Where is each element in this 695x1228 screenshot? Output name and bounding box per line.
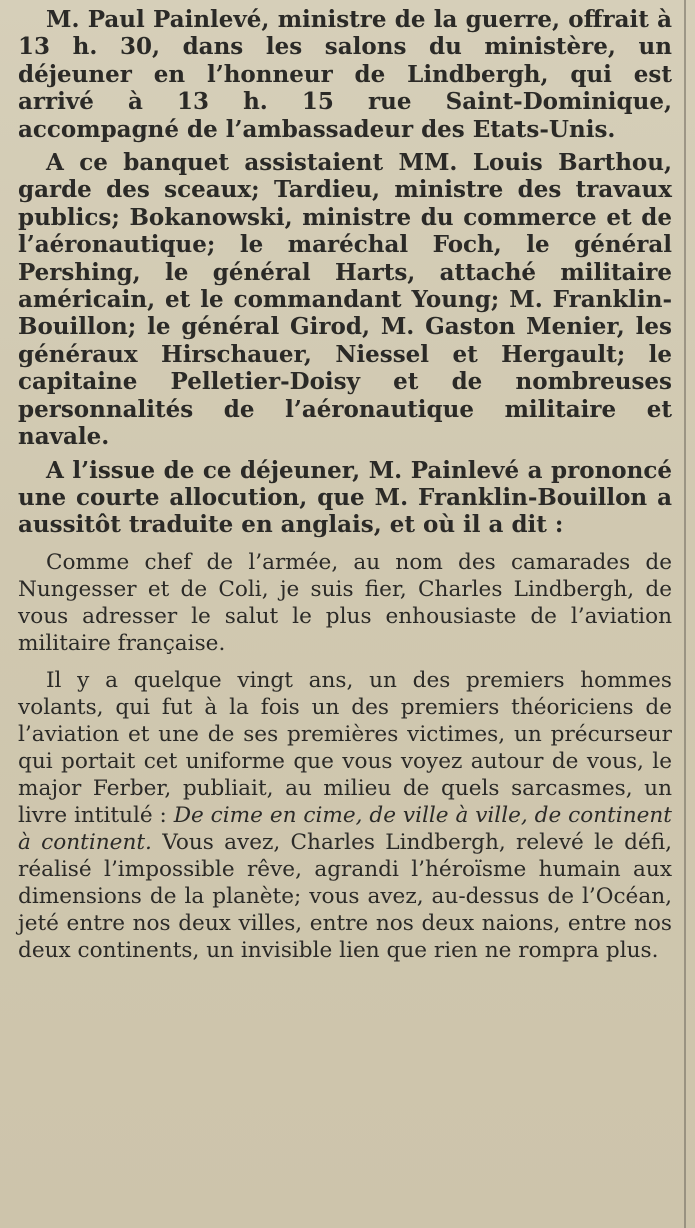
paragraph-2: A ce banquet assistaient MM. Louis Barthou, garde des sceaux; Tardieu, ministre des travaux publics; Bokanowski, ministre du commerce et de l’aéronautique; le maréchal Foch, le général Pershing, le général Harts, attaché militaire américain, et le commandant Young; M. Franklin-Bouillon; le général Girod, M. Gaston Menier, les généraux Hirschauer, Niessel et Hergault; le capitaine Pelletier-Doisy et de nombreuses personnalités de l’aéronautique militaire et navale.	[18, 149, 672, 451]
quote-paragraph-2	[18, 667, 672, 964]
quote-2-end: Vous avez, Charles Lindbergh, relevé le défi, réalisé l’impossible rêve, agrandi l’héroïsme humain aux dimensions de la planète; vous avez, au-dessus de l’Océan, jeté entre nos deux villes, entre nos deux naions, entre nos deux continents, un invisible lien que rien ne rompra plus.	[18, 829, 672, 963]
book-title: De cime en cime, de ville à ville, de continent à continent.	[18, 802, 672, 855]
paragraph-3: A l’issue de ce déjeuner, M. Painlevé a prononcé une courte allocution, que M. Franklin-Bouillon a aussitôt traduite en anglais, et où il a dit :	[18, 456, 672, 539]
quote-2-start: Il y a quelque vingt ans, un des premiers hommes volants, qui fut à la fois un des premiers théoriciens de l’aviation et une de ses premières victimes, un précurseur qui portait cet uniforme que vous voyez autour de vous, le major Ferber, publiait, au milieu de quels sarcasmes, un livre intitulé :	[18, 667, 672, 828]
quote-paragraph-1: Comme chef de l’armée, au nom des camarades de Nungesser et de Coli, je suis fier, Charles Lindbergh, de vous adresser le salut le plus enhousiaste de l’aviation militaire française.	[18, 549, 672, 656]
article-body	[18, 6, 672, 964]
paragraph-1: M. Paul Painlevé, ministre de la guerre, offrait à 13 h. 30, dans les salons du ministère, un déjeuner en l’honneur de Lindbergh, qui est arrivé à 13 h. 15 rue Saint-Dominique, accompagné de l’ambassadeur des Etats-Unis.	[18, 6, 672, 143]
column-rule	[684, 0, 686, 1228]
